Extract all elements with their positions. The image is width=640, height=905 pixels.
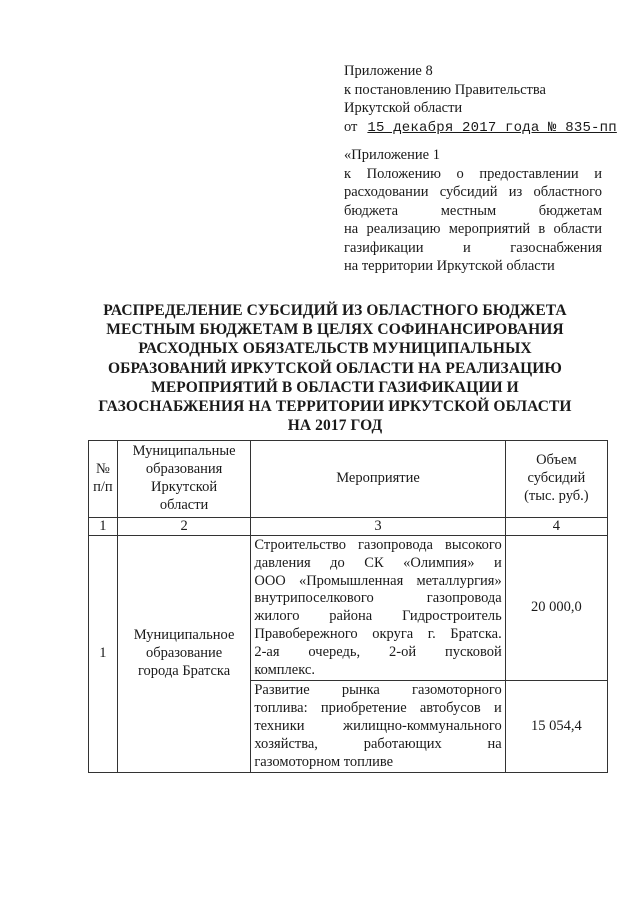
event-line: хозяйства, работающих на xyxy=(254,735,502,752)
header-volume-line: Объем xyxy=(536,452,577,469)
title-line: ГАЗОСНАБЖЕНИЯ НА ТЕРРИТОРИИ ИРКУТСКОЙ ОБЛАСТИ xyxy=(98,398,572,416)
appendix-reference xyxy=(344,146,602,276)
header-num-line: № xyxy=(95,461,110,478)
subsidy-table xyxy=(88,440,608,773)
header-num-line: п/п xyxy=(93,479,113,495)
title-line: ОБРАЗОВАНИЙ ИРКУТСКОЙ ОБЛАСТИ НА РЕАЛИЗАЦИЮ xyxy=(108,359,562,377)
appendix-line: к Положению о предоставлении и xyxy=(344,165,602,182)
table-row xyxy=(89,536,608,681)
table-header-row xyxy=(89,441,608,518)
header-date-prefix: от xyxy=(344,118,358,135)
event-line: Строительство газопровода высокого xyxy=(254,537,502,553)
event-volume: 20 000,0 xyxy=(505,536,607,681)
header-volume-line: субсидий xyxy=(527,470,586,487)
event-line: газомоторном топливе xyxy=(254,753,394,770)
column-number: 1 xyxy=(89,518,118,536)
header-mo-line: образования xyxy=(145,461,223,478)
header-mo-line: Муниципальные xyxy=(132,443,236,460)
event-line: давления до СК «Олимпия» и xyxy=(254,554,502,571)
column-number-row xyxy=(89,518,608,536)
title-line: НА 2017 ГОД xyxy=(287,417,383,435)
event-line: комплекс. xyxy=(254,661,315,678)
title-line: МЕСТНЫМ БЮДЖЕТАМ В ЦЕЛЯХ СОФИНАНСИРОВАНИЯ xyxy=(106,321,564,339)
municipality-line: образование xyxy=(145,645,223,662)
title-line: РАСХОДНЫХ ОБЯЗАТЕЛЬСТВ МУНИЦИПАЛЬНЫХ xyxy=(138,340,532,358)
event-line: Развитие рынка газомоторного xyxy=(254,682,502,699)
header-date-value: 15 декабря 2017 года № 835-пп xyxy=(367,119,617,136)
header-mo-line: области xyxy=(159,496,209,513)
title-line: РАСПРЕДЕЛЕНИЕ СУБСИДИЙ ИЗ ОБЛАСТНОГО БЮДЖЕТА xyxy=(103,302,567,319)
appendix-line: на реализацию мероприятий в области xyxy=(344,221,602,237)
event-line: внутрипоселкового газопровода xyxy=(254,590,502,607)
appendix-line: на территории Иркутской области xyxy=(344,258,555,274)
column-number: 2 xyxy=(117,518,251,536)
header-date-line xyxy=(344,118,617,138)
event-line: Правобережного округа г. Братска. xyxy=(254,625,502,642)
header-municipality xyxy=(117,441,251,518)
event-volume: 15 054,4 xyxy=(505,681,607,773)
row-municipality xyxy=(117,536,251,773)
header-volume-line: (тыс. руб.) xyxy=(524,487,589,504)
header-appendix-number: Приложение 8 xyxy=(344,63,433,79)
appendix-line: расходовании субсидий из областного xyxy=(344,184,602,200)
title-line: МЕРОПРИЯТИЙ В ОБЛАСТИ ГАЗИФИКАЦИИ И xyxy=(151,378,519,396)
header-volume xyxy=(505,441,607,518)
municipality-line: Муниципальное xyxy=(133,627,235,644)
header-region: Иркутской области xyxy=(344,100,463,116)
appendix-line: «Приложение 1 xyxy=(344,147,440,163)
document-header xyxy=(344,62,617,137)
appendix-line: бюджета местным бюджетам xyxy=(344,202,602,219)
event-line: топлива: приобретение автобусов и xyxy=(254,700,502,717)
municipality-line: города Братска xyxy=(137,663,231,680)
event-line: ООО «Промышленная металлургия» xyxy=(254,572,502,589)
column-number: 3 xyxy=(251,518,505,536)
event-description xyxy=(251,536,505,681)
document-title xyxy=(95,301,575,435)
header-mo-line: Иркутской xyxy=(151,479,218,495)
header-num xyxy=(89,441,118,518)
row-number: 1 xyxy=(89,536,118,773)
event-line: 2-ая очередь, 2-ой пусковой xyxy=(254,643,502,660)
header-resolution-ref: к постановлению Правительства xyxy=(344,81,546,98)
event-description xyxy=(251,681,505,773)
event-line: жилого района Гидростроитель xyxy=(254,608,502,625)
column-number: 4 xyxy=(505,518,607,536)
header-event: Мероприятие xyxy=(251,441,505,518)
event-line: техники жилищно-коммунального xyxy=(254,717,502,734)
appendix-line: газификации и газоснабжения xyxy=(344,239,602,256)
